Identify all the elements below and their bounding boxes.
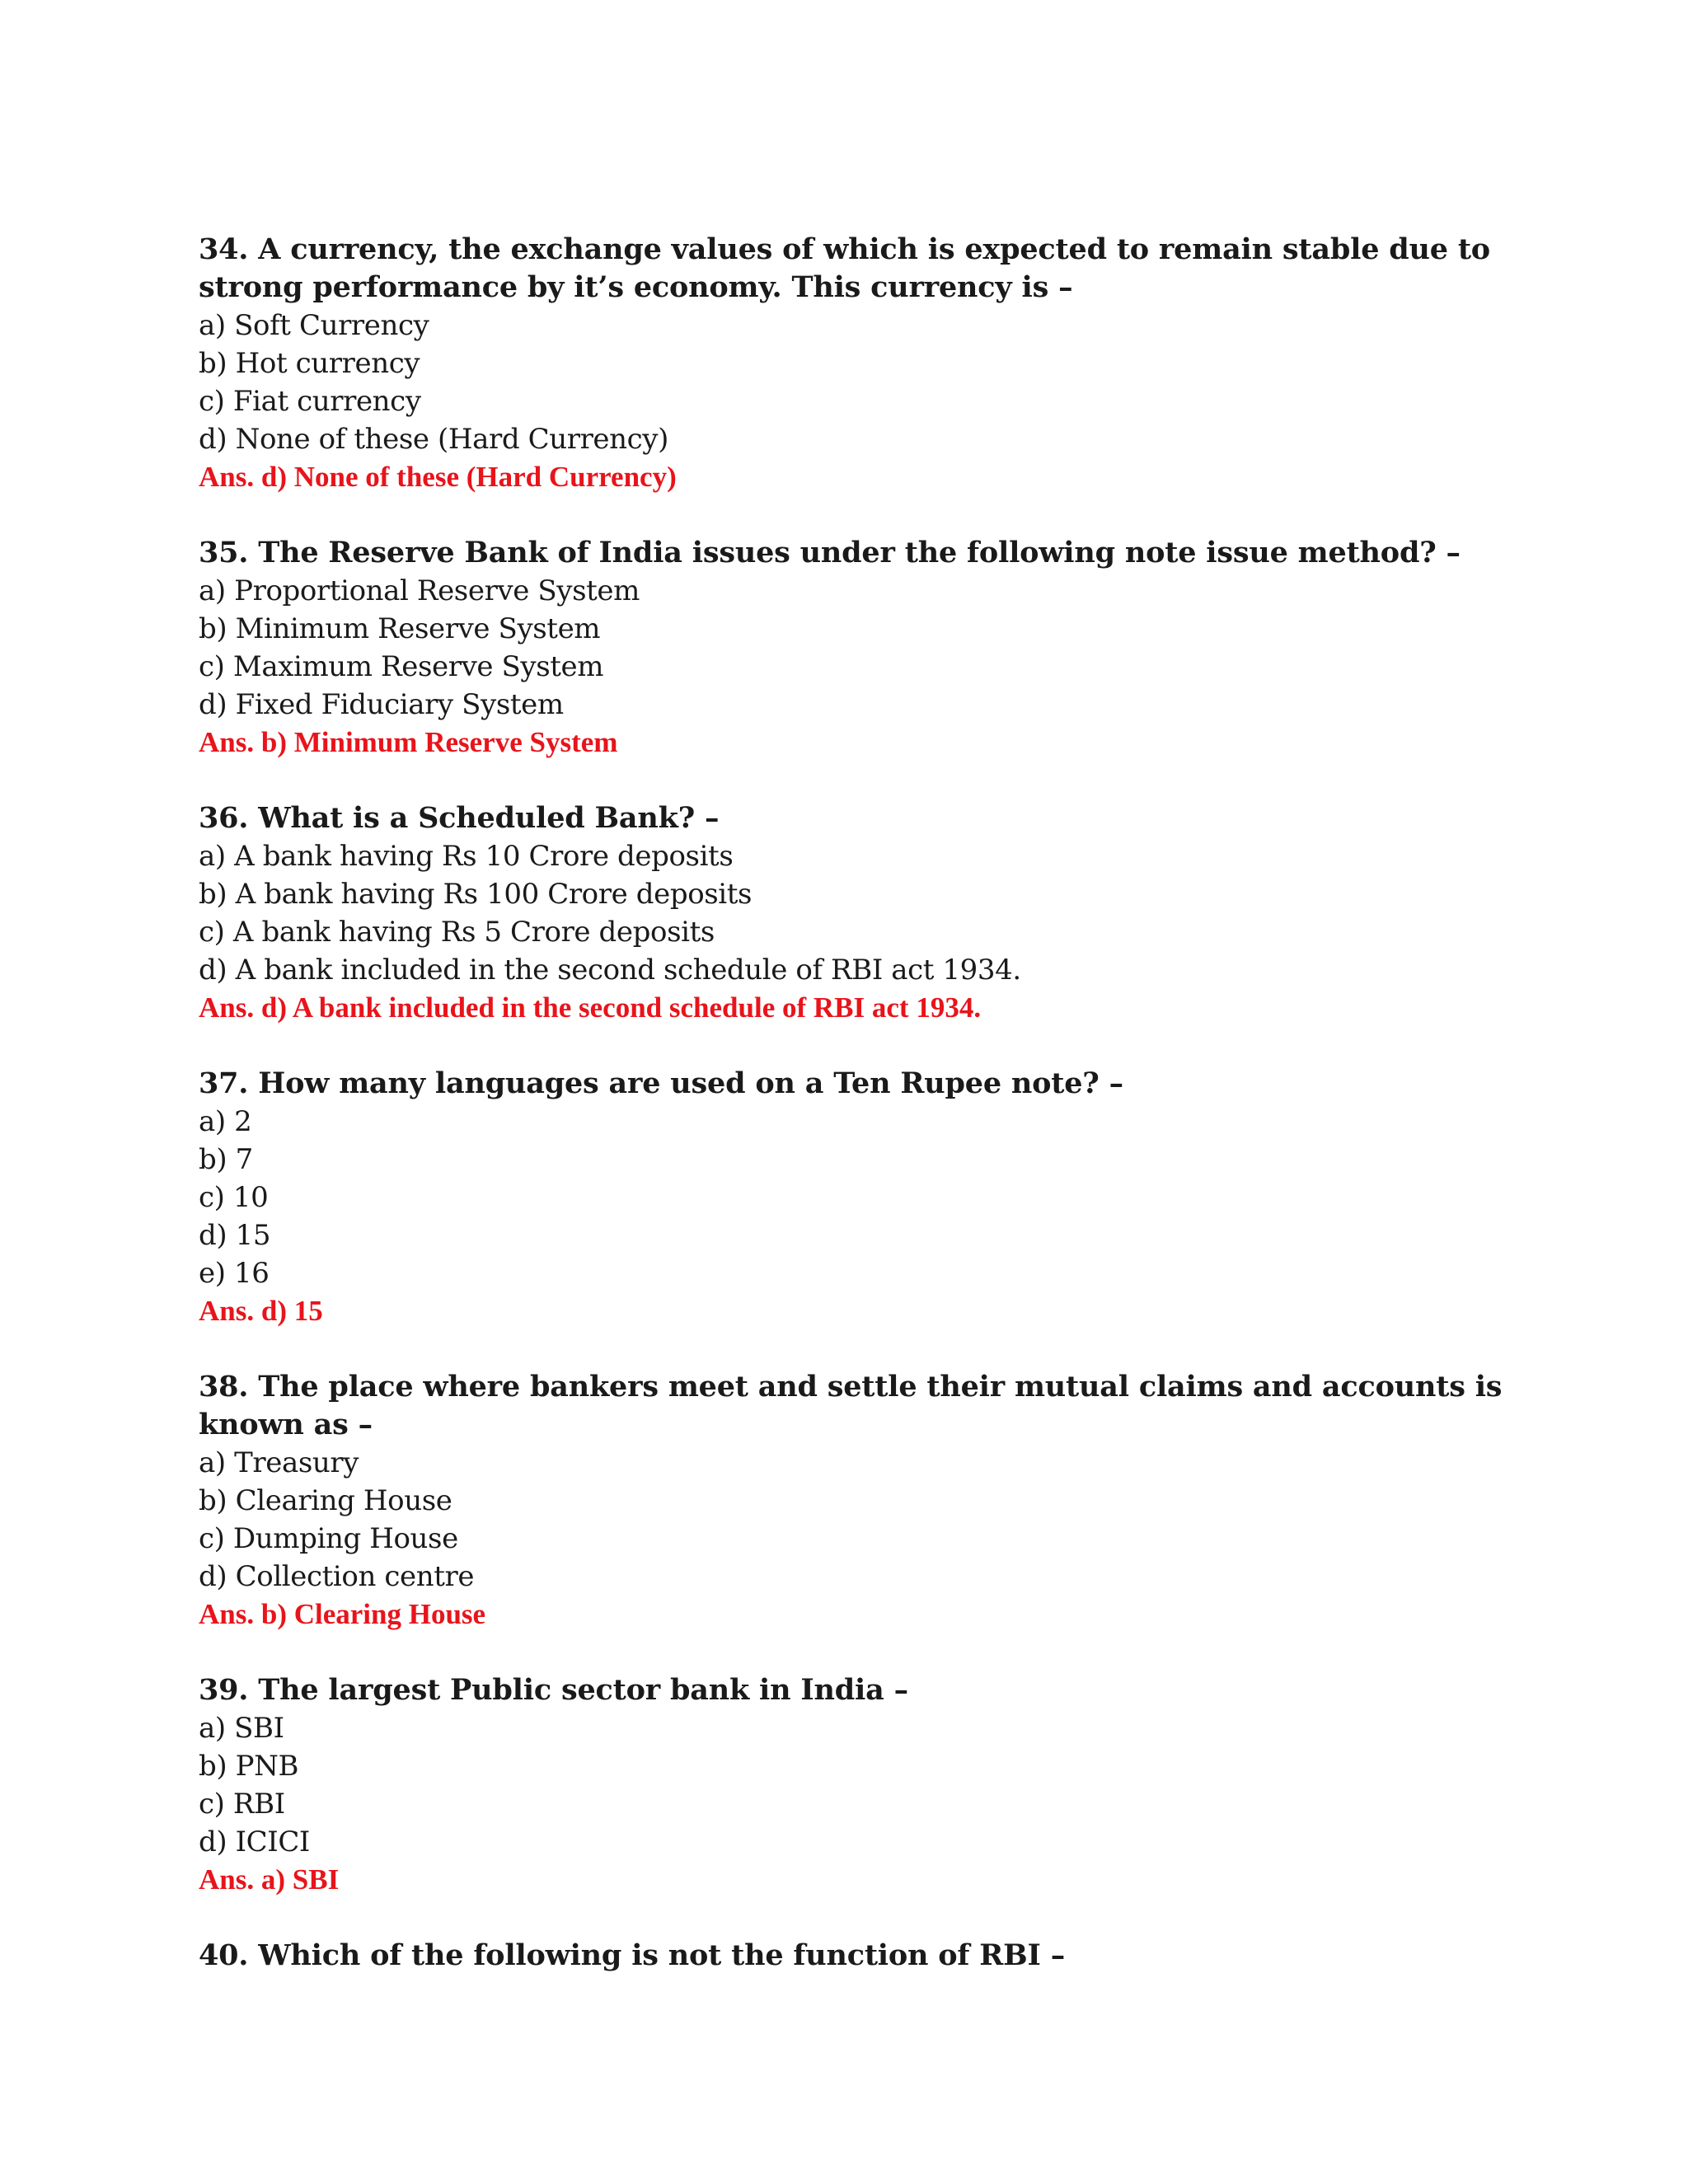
option-b: b) PNB	[199, 1750, 299, 1783]
option-c: c) Maximum Reserve System	[199, 650, 604, 683]
answer-text: Ans. d) None of these (Hard Currency)	[199, 461, 677, 493]
question-block-35	[199, 534, 1517, 762]
answer-text: Ans. d) 15	[199, 1295, 323, 1327]
answer-text: Ans. d) A bank included in the second schedule of RBI act 1934.	[199, 991, 982, 1024]
option-a: a) SBI	[199, 1712, 284, 1745]
option-e: e) 16	[199, 1257, 270, 1290]
option-b: b) Minimum Reserve System	[199, 612, 601, 645]
question-block-38	[199, 1368, 1517, 1633]
question-text: 34. A currency, the exchange values of which is expected to remain stable due to strong performance by it’s economy. This currency is –	[199, 232, 1490, 304]
option-d: d) Collection centre	[199, 1560, 475, 1593]
question-text: 38. The place where bankers meet and settle their mutual claims and accounts is known as –	[199, 1370, 1503, 1441]
option-d: d) Fixed Fiduciary System	[199, 688, 564, 721]
option-c: c) RBI	[199, 1788, 285, 1821]
question-text: 40. Which of the following is not the function of RBI –	[199, 1938, 1065, 1972]
answer-text: Ans. a) SBI	[199, 1863, 340, 1896]
option-a: a) Soft Currency	[199, 309, 429, 342]
answer-text: Ans. b) Clearing House	[199, 1598, 486, 1630]
option-c: c) 10	[199, 1181, 269, 1214]
question-block-37	[199, 1065, 1517, 1330]
option-b: b) Hot currency	[199, 347, 420, 380]
answer-text: Ans. b) Minimum Reserve System	[199, 726, 618, 758]
option-c: c) Fiat currency	[199, 385, 421, 418]
question-text: 35. The Reserve Bank of India issues under the following note issue method? –	[199, 536, 1461, 569]
option-b: b) A bank having Rs 100 Crore deposits	[199, 878, 753, 911]
option-a: a) Proportional Reserve System	[199, 574, 640, 607]
question-block-39	[199, 1671, 1517, 1899]
option-d: d) None of these (Hard Currency)	[199, 423, 668, 456]
question-text: 36. What is a Scheduled Bank? –	[199, 801, 720, 835]
option-c: c) Dumping House	[199, 1522, 458, 1555]
option-a: a) Treasury	[199, 1446, 359, 1479]
question-text: 37. How many languages are used on a Ten Rupee note? –	[199, 1066, 1123, 1100]
question-block-34	[199, 231, 1517, 496]
option-a: a) 2	[199, 1105, 252, 1138]
question-list	[199, 231, 1517, 2013]
option-b: b) 7	[199, 1143, 253, 1176]
option-b: b) Clearing House	[199, 1484, 452, 1517]
option-a: a) A bank having Rs 10 Crore deposits	[199, 840, 734, 873]
option-c: c) A bank having Rs 5 Crore deposits	[199, 916, 715, 949]
question-text: 39. The largest Public sector bank in India –	[199, 1673, 908, 1707]
option-d: d) A bank included in the second schedule of RBI act 1934.	[199, 954, 1021, 987]
option-d: d) 15	[199, 1219, 271, 1252]
question-block-40	[199, 1937, 1517, 1975]
question-block-36	[199, 799, 1517, 1027]
option-d: d) ICICI	[199, 1825, 310, 1858]
